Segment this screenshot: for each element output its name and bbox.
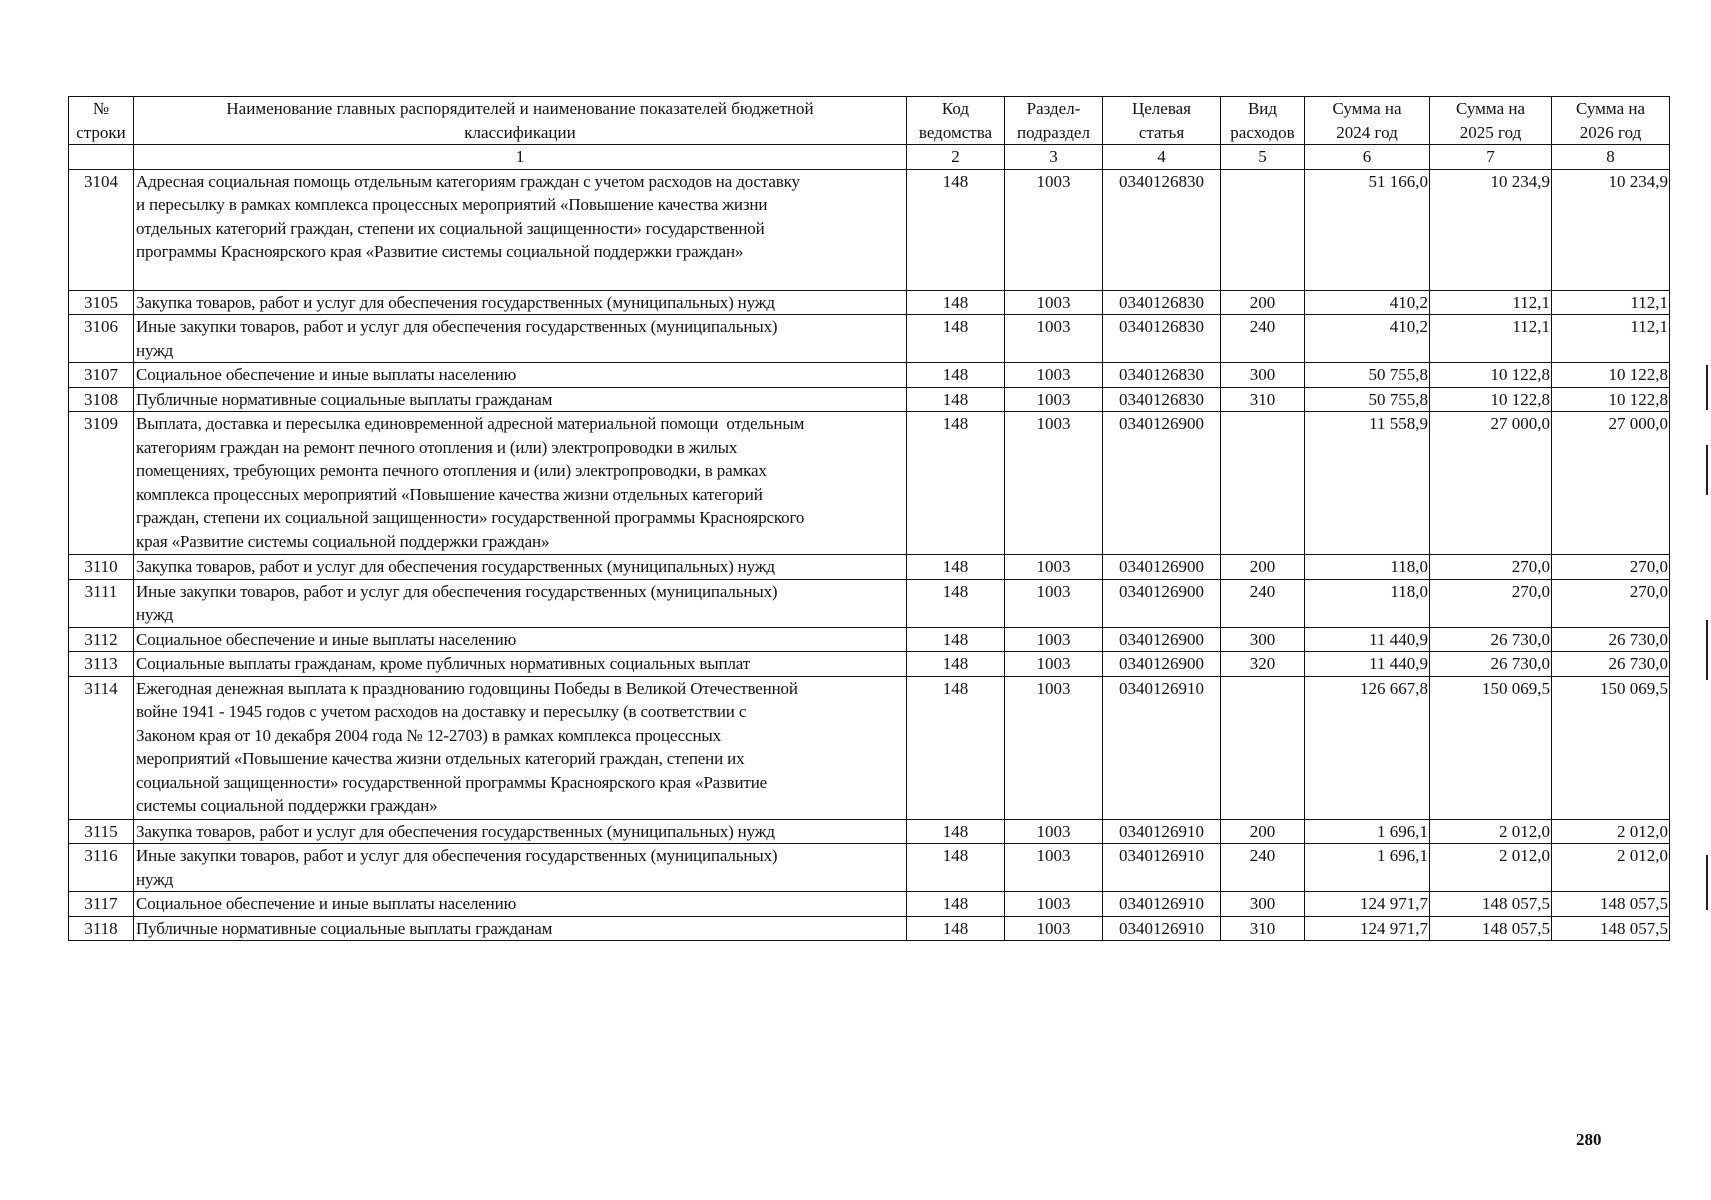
row-name: Закупка товаров, работ и услуг для обеспечения государственных (муниципальных) нужд [134,290,907,315]
row-name: Социальное обеспечение и иные выплаты населению [134,627,907,652]
row-name: Социальное обеспечение и иные выплаты населению [134,892,907,917]
table-row [69,892,1670,917]
row-number: 3104 [69,169,134,290]
row-name: Адресная социальная помощь отдельным категориям граждан с учетом расходов на доставку и пересылку в рамках комплекса процессных мероприятий «Повышение качества жизни отдельных категорий граждан, степени их социальной защищенности» государственной программы Красноярского края «Развитие системы социальной поддержки граждан» [134,169,907,290]
expense-type-code: 200 [1221,555,1305,580]
sum-2025: 26 730,0 [1430,627,1552,652]
sum-2024: 11 440,9 [1305,627,1430,652]
column-number: 2 [907,145,1005,170]
row-name: Публичные нормативные социальные выплаты гражданам [134,916,907,941]
budget-table [68,96,1670,941]
department-code: 148 [907,676,1005,819]
section-code: 1003 [1005,579,1103,627]
target-item-code: 0340126910 [1103,892,1221,917]
column-number-row [69,145,1670,170]
expense-type-code [1221,412,1305,555]
expense-type-code: 300 [1221,363,1305,388]
department-code: 148 [907,290,1005,315]
row-name: Иные закупки товаров, работ и услуг для обеспечения государственных (муниципальных) нужд [134,579,907,627]
row-name: Закупка товаров, работ и услуг для обеспечения государственных (муниципальных) нужд [134,555,907,580]
table-row [69,652,1670,677]
row-number: 3115 [69,819,134,844]
table-row [69,916,1670,941]
section-code: 1003 [1005,892,1103,917]
sum-2025: 148 057,5 [1430,916,1552,941]
department-code: 148 [907,555,1005,580]
target-item-code: 0340126910 [1103,676,1221,819]
sum-2026: 2 012,0 [1552,844,1670,892]
sum-2024: 124 971,7 [1305,916,1430,941]
table-row [69,290,1670,315]
table-row [69,819,1670,844]
table-row [69,844,1670,892]
table-row [69,363,1670,388]
section-code: 1003 [1005,387,1103,412]
department-code: 148 [907,916,1005,941]
sum-2024: 410,2 [1305,290,1430,315]
sum-2024: 1 696,1 [1305,819,1430,844]
sum-2025: 112,1 [1430,315,1552,363]
sum-2026: 150 069,5 [1552,676,1670,819]
section-code: 1003 [1005,363,1103,388]
sum-2025: 10 122,8 [1430,387,1552,412]
sum-2026: 148 057,5 [1552,916,1670,941]
target-item-code: 0340126910 [1103,819,1221,844]
section-code: 1003 [1005,290,1103,315]
expense-type-code: 310 [1221,916,1305,941]
row-name: Публичные нормативные социальные выплаты гражданам [134,387,907,412]
department-code: 148 [907,892,1005,917]
section-code: 1003 [1005,555,1103,580]
header-col-name: Наименование главных распорядителей и наименование показателей бюджетной классификации [134,97,907,145]
department-code: 148 [907,412,1005,555]
sum-2025: 270,0 [1430,555,1552,580]
row-name: Социальное обеспечение и иные выплаты населению [134,363,907,388]
row-number: 3112 [69,627,134,652]
sum-2026: 112,1 [1552,315,1670,363]
table-row [69,169,1670,290]
department-code: 148 [907,315,1005,363]
sum-2024: 50 755,8 [1305,363,1430,388]
row-number: 3113 [69,652,134,677]
expense-type-code: 300 [1221,627,1305,652]
row-number: 3118 [69,916,134,941]
sum-2025: 10 122,8 [1430,363,1552,388]
row-name: Социальные выплаты гражданам, кроме публичных нормативных социальных выплат [134,652,907,677]
sum-2024: 126 667,8 [1305,676,1430,819]
row-number: 3108 [69,387,134,412]
sum-2024: 118,0 [1305,579,1430,627]
header-col-sum-2024: Сумма на 2024 год [1305,97,1430,145]
expense-type-code: 240 [1221,579,1305,627]
section-code: 1003 [1005,676,1103,819]
sum-2026: 26 730,0 [1552,627,1670,652]
sum-2026: 10 122,8 [1552,387,1670,412]
expense-type-code: 310 [1221,387,1305,412]
sum-2026: 10 122,8 [1552,363,1670,388]
target-item-code: 0340126830 [1103,315,1221,363]
target-item-code: 0340126910 [1103,844,1221,892]
header-col-department-code: Код ведомства [907,97,1005,145]
table-row [69,387,1670,412]
expense-type-code: 200 [1221,290,1305,315]
section-code: 1003 [1005,627,1103,652]
row-number: 3111 [69,579,134,627]
sum-2025: 2 012,0 [1430,844,1552,892]
table-row [69,555,1670,580]
sum-2025: 2 012,0 [1430,819,1552,844]
section-code: 1003 [1005,652,1103,677]
scan-edge-mark [1706,855,1708,910]
column-number: 5 [1221,145,1305,170]
column-number: 8 [1552,145,1670,170]
column-number: 4 [1103,145,1221,170]
department-code: 148 [907,844,1005,892]
row-name: Закупка товаров, работ и услуг для обеспечения государственных (муниципальных) нужд [134,819,907,844]
section-code: 1003 [1005,169,1103,290]
sum-2025: 270,0 [1430,579,1552,627]
sum-2024: 410,2 [1305,315,1430,363]
sum-2024: 50 755,8 [1305,387,1430,412]
expense-type-code: 320 [1221,652,1305,677]
sum-2026: 27 000,0 [1552,412,1670,555]
sum-2025: 27 000,0 [1430,412,1552,555]
row-number: 3114 [69,676,134,819]
scan-edge-mark [1706,445,1708,495]
row-name: Выплата, доставка и пересылка единовременной адресной материальной помощи отдельным категориям граждан на ремонт печного отопления и (или) электропроводки в жилых помещениях, требующих ремонта печного отопления и (или) электропроводки, в рамках комплекса процессных мероприятий «Повышение качества жизни отдельных категорий граждан, степени их социальной защищенности» государственной программы Красноярского края «Развитие системы социальной поддержки граждан» [134,412,907,555]
header-col-sum-2026: Сумма на 2026 год [1552,97,1670,145]
table-row [69,579,1670,627]
section-code: 1003 [1005,819,1103,844]
sum-2026: 26 730,0 [1552,652,1670,677]
row-number: 3105 [69,290,134,315]
expense-type-code: 240 [1221,844,1305,892]
sum-2026: 10 234,9 [1552,169,1670,290]
page-number: 280 [1576,1130,1602,1149]
sum-2026: 270,0 [1552,555,1670,580]
sum-2026: 270,0 [1552,579,1670,627]
scan-edge-mark [1706,365,1708,410]
target-item-code: 0340126900 [1103,412,1221,555]
department-code: 148 [907,387,1005,412]
sum-2026: 2 012,0 [1552,819,1670,844]
table-row [69,412,1670,555]
department-code: 148 [907,627,1005,652]
row-name: Ежегодная денежная выплата к празднованию годовщины Победы в Великой Отечественной войне 1941 - 1945 годов с учетом расходов на доставку и пересылку (в соответствии с Законом края от 10 декабря 2004 года № 12-2703) в рамках комплекса процессных мероприятий «Повышение качества жизни отдельных категорий граждан, степени их социальной защищенности» государственной программы Красноярского края «Развитие системы социальной поддержки граждан» [134,676,907,819]
expense-type-code [1221,169,1305,290]
column-number: 1 [134,145,907,170]
target-item-code: 0340126910 [1103,916,1221,941]
department-code: 148 [907,819,1005,844]
target-item-code: 0340126830 [1103,387,1221,412]
row-number: 3109 [69,412,134,555]
row-number: 3116 [69,844,134,892]
header-col-section: Раздел- подраздел [1005,97,1103,145]
column-number: 7 [1430,145,1552,170]
column-number: 6 [1305,145,1430,170]
department-code: 148 [907,652,1005,677]
table-row [69,627,1670,652]
sum-2025: 112,1 [1430,290,1552,315]
sum-2024: 11 440,9 [1305,652,1430,677]
sum-2026: 112,1 [1552,290,1670,315]
table-row [69,676,1670,819]
target-item-code: 0340126830 [1103,363,1221,388]
department-code: 148 [907,363,1005,388]
header-col-target-item: Целевая статья [1103,97,1221,145]
row-number: 3110 [69,555,134,580]
target-item-code: 0340126900 [1103,627,1221,652]
scan-edge-mark [1706,620,1708,680]
sum-2026: 148 057,5 [1552,892,1670,917]
department-code: 148 [907,579,1005,627]
section-code: 1003 [1005,412,1103,555]
row-name: Иные закупки товаров, работ и услуг для обеспечения государственных (муниципальных) нужд [134,844,907,892]
expense-type-code: 240 [1221,315,1305,363]
expense-type-code: 300 [1221,892,1305,917]
sum-2024: 118,0 [1305,555,1430,580]
header-col-expense-type: Вид расходов [1221,97,1305,145]
section-code: 1003 [1005,844,1103,892]
row-number: 3106 [69,315,134,363]
sum-2025: 10 234,9 [1430,169,1552,290]
sum-2025: 150 069,5 [1430,676,1552,819]
sum-2024: 11 558,9 [1305,412,1430,555]
column-number [69,145,134,170]
target-item-code: 0340126900 [1103,579,1221,627]
target-item-code: 0340126900 [1103,652,1221,677]
row-name: Иные закупки товаров, работ и услуг для обеспечения государственных (муниципальных) нужд [134,315,907,363]
sum-2024: 124 971,7 [1305,892,1430,917]
sum-2025: 148 057,5 [1430,892,1552,917]
expense-type-code [1221,676,1305,819]
header-col-row-number: № строки [69,97,134,145]
expense-type-code: 200 [1221,819,1305,844]
sum-2024: 1 696,1 [1305,844,1430,892]
column-number: 3 [1005,145,1103,170]
table-body [69,169,1670,941]
row-number: 3107 [69,363,134,388]
section-code: 1003 [1005,916,1103,941]
header-row [69,97,1670,145]
target-item-code: 0340126900 [1103,555,1221,580]
row-number: 3117 [69,892,134,917]
target-item-code: 0340126830 [1103,290,1221,315]
table-row [69,315,1670,363]
section-code: 1003 [1005,315,1103,363]
sum-2025: 26 730,0 [1430,652,1552,677]
target-item-code: 0340126830 [1103,169,1221,290]
sum-2024: 51 166,0 [1305,169,1430,290]
header-col-sum-2025: Сумма на 2025 год [1430,97,1552,145]
department-code: 148 [907,169,1005,290]
